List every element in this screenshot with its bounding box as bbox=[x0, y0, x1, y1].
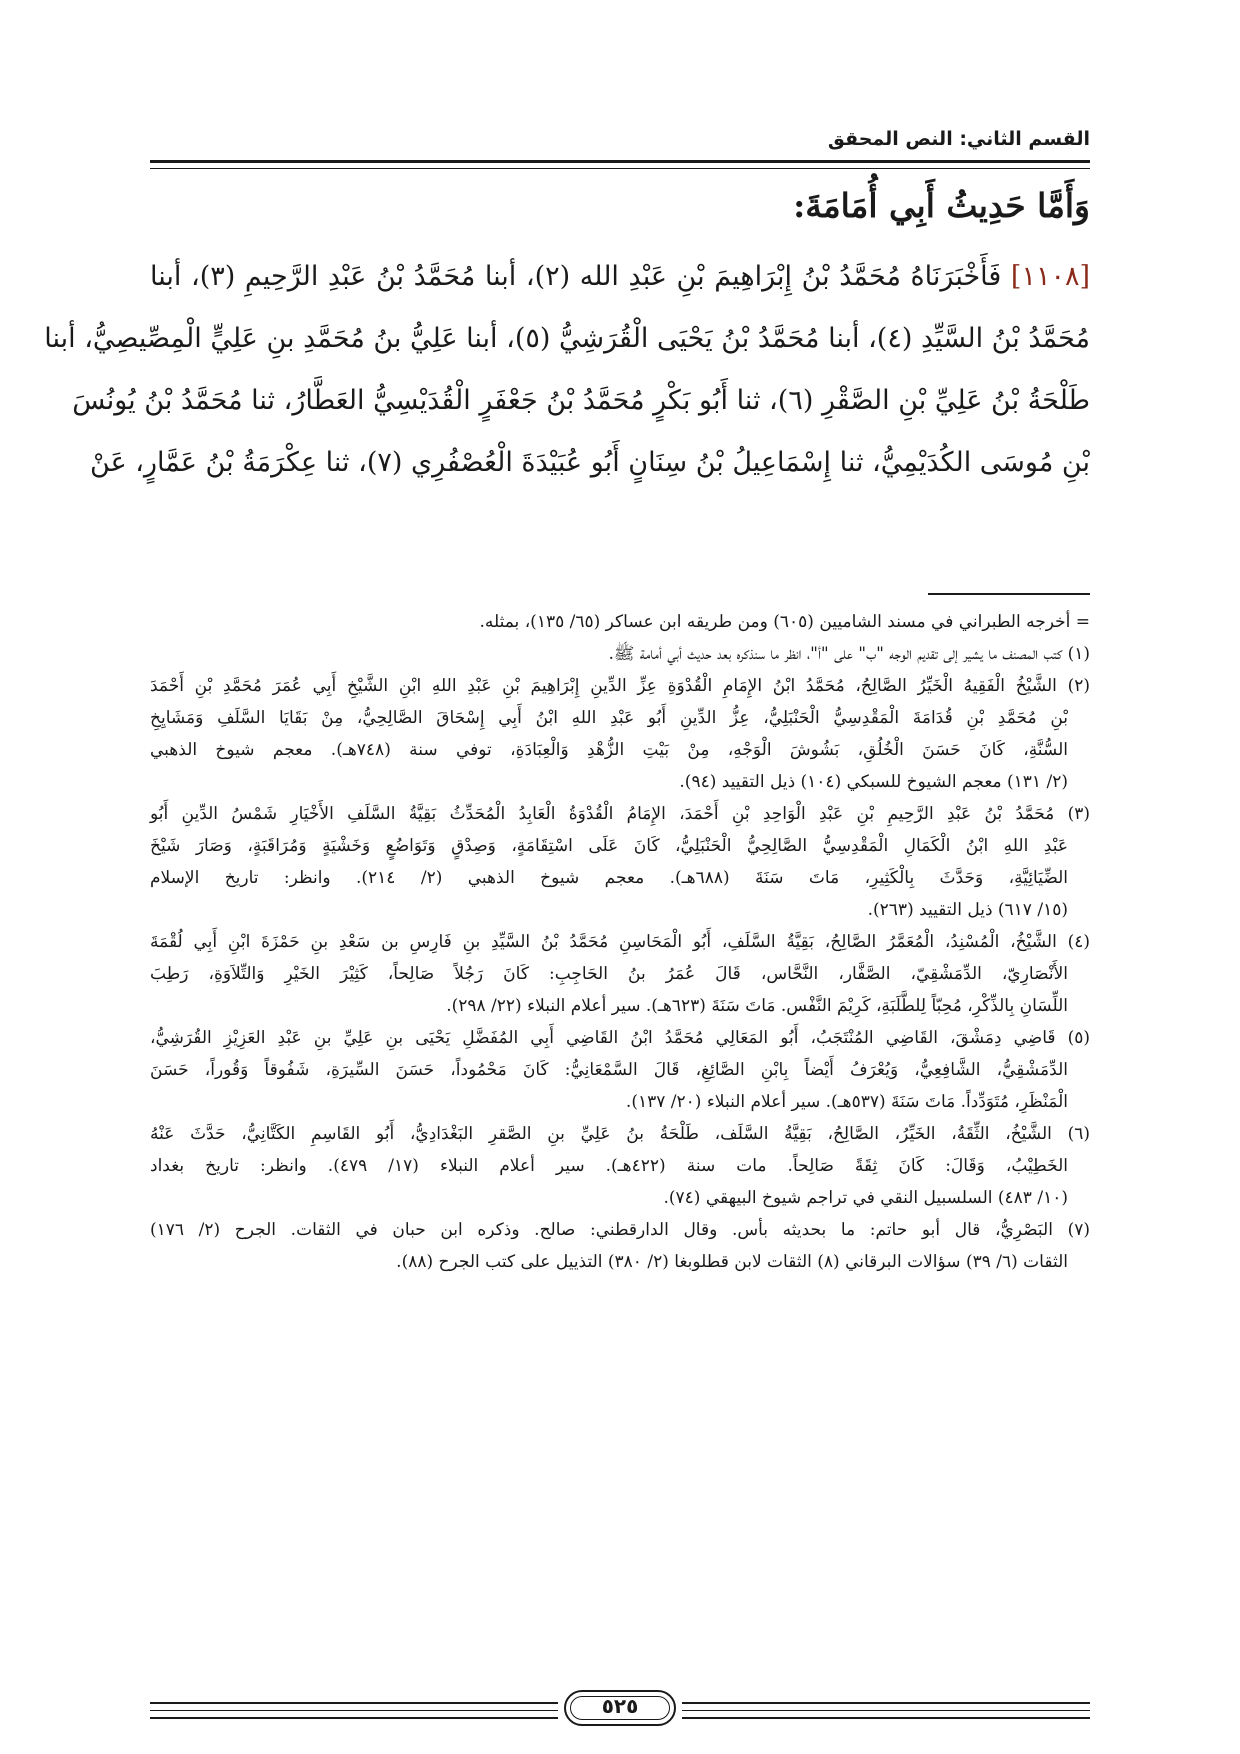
hadith-number: [١١٠٨] bbox=[1010, 261, 1090, 292]
footnote-continuation: = أخرجه الطبراني في مسند الشاميين (٦٠٥) ومن طريقه ابن عساكر (٦٥/ ١٣٥)، بمثله. bbox=[479, 612, 1090, 632]
footer-rule-right bbox=[682, 1702, 1090, 1704]
footnote-5-line: الْمَنْظَرِ، مُتَوَدِّداً. مَاتَ سَنَةَ (٥٣٧هـ). سير أعلام النبلاء (٢٠/ ١٣٧). bbox=[625, 1092, 1068, 1112]
footnote-2-line: (٢) الشَّيْخُ الْفَقِيهُ الْخَيِّرُ الصَّالِحُ، مُحَمَّدُ ابْنُ الإِمَامِ الْقُدْوَةِ عِزِّ الدِّينِ إِبْرَاهِيمَ بْنِ عَبْدِ اللهِ ابْنِ الشَّيْخِ أَبِي عُمَرَ مُحَمَّدِ بْنِ أَحْمَدَ bbox=[150, 676, 1090, 696]
running-header bbox=[150, 120, 1090, 154]
footer-rule-left bbox=[150, 1710, 558, 1711]
footnote-3-line: عَبْدِ اللهِ ابْنُ الْكَمَالِ الْمَقْدِسِيُّ الصَّالِحِيُّ الْحَنْبَلِيُّ، كَانَ عَلَى اسْتِقَامَةٍ، وَصِدْقٍ وَتَوَاضُعٍ وَخَشْيَةٍ وَمُرَاقَبَةٍ، وَصَارَ شَيْخَ bbox=[150, 836, 1068, 856]
page-number: ٥٢٥ bbox=[601, 1694, 639, 1718]
footnote-4-line: اللِّسَانِ بِالذِّكْرِ، مُحِبّاً لِلطَّلَبَةِ، كَرِيْمَ النَّفْس. مَاتَ سَنَةَ (٦٢٣هـ). سير أعلام النبلاء (٢٢/ ٢٩٨). bbox=[446, 996, 1068, 1016]
footnote-6-line: (١٠/ ٤٨٣) السلسبيل النقي في تراجم شيوخ البيهقي (٧٤). bbox=[663, 1188, 1068, 1208]
main-text-line: بْنِ مُوسَى الكُدَيْمِيُّ، ثنا إِسْمَاعِيلُ بْنُ سِنَانٍ أَبُو عُبَيْدَةَ الْعُصْفُرِي (٧)، ثنا عِكْرَمَةُ بْنُ عَمَّارٍ، عَنْ bbox=[90, 447, 1090, 478]
footnotes bbox=[150, 606, 1090, 1278]
footer-rule-right bbox=[682, 1717, 1090, 1719]
footnote-separator bbox=[928, 593, 1090, 595]
footnote-3-line: (٣) مُحَمَّدُ بْنُ عَبْدِ الرَّحِيمِ بْنِ عَبْدِ الْوَاحِدِ بْنِ أَحْمَدَ، الإِمَامُ الْقُدْوَةُ الْعَابِدُ الْمُحَدِّثُ بَقِيَّةُ السَّلَفِ الأَخْيَارِ شَمْسُ الدِّينِ أَبُو bbox=[150, 804, 1090, 824]
header-rule-thin bbox=[150, 168, 1090, 169]
footnote-6-line: (٦) الشَّيْخُ، الثِّقَةُ، الخَيِّرُ، الصَّالِحُ، بَقِيَّةُ السَّلَف، طَلْحَةُ بنُ عَلِيِّ بنِ الصَّقرِ البَغْدَادِيُّ، أَبُو القَاسِمِ الكَتَّانِيُّ، حَدَّثَ عَنْهُ bbox=[150, 1124, 1090, 1144]
footnote-2-line: (٢/ ١٣١) معجم الشيوخ للسبكي (١٠٤) ذيل التقييد (٩٤). bbox=[679, 772, 1068, 792]
page-footer bbox=[150, 1688, 1090, 1732]
main-text bbox=[44, 246, 1090, 494]
footnote-1: (١) كتب المصنف ما يشير إلى تقديم الوجه "ب" على "أ"، انظر ما سنذكره بعد حديث أبي أمامة ﷺ. bbox=[608, 644, 1090, 664]
running-header-text: القسم الثاني: النص المحقق bbox=[827, 128, 1090, 150]
header-rule bbox=[150, 160, 1090, 163]
footnote-2-line: بْنِ مُحَمَّدِ بْنِ قُدَامَةَ الْمَقْدِسِيُّ الْحَنْبَلِيُّ، عِزُّ الدِّينِ أَبُو عَبْدِ اللهِ ابْنُ أَبِي إِسْحَاقَ الصَّالِحِيُّ، مِنْ بَقَايَا السَّلَفِ وَمَشَايِخِ bbox=[150, 708, 1068, 728]
footnote-5-line: (٥) قَاضِي دِمَشْقَ، القَاضِي المُنْتَجَبُ، أَبُو المَعَالِي مُحَمَّدُ ابْنُ القَاضِي أَبِي المُفَضَّلِ يَحْيَى بنِ عَلِيِّ بنِ عَبْدِ العَزِيْزِ القُرَشِيُّ، bbox=[150, 1028, 1090, 1048]
footnote-6-line: الخَطِيْبُ، وَقَالَ: كَانَ ثِقَةً صَالِحاً. مات سنة (٤٢٢هـ). سير أعلام النبلاء (١٧/ ٤٧٩). وانظر: تاريخ بغداد bbox=[150, 1156, 1068, 1176]
footnote-7-line: الثقات (٦/ ٣٩) سؤالات البرقاني (٨) الثقات لابن قطلوبغا (٢/ ٣٨٠) التذييل على كتب الجرح (٨٨). bbox=[396, 1252, 1068, 1272]
footnote-4-line: (٤) الشَّيْخُ، الْمُسْنِدُ، الْمُعَمَّرُ الصَّالِحُ، بَقِيَّةُ السَّلَفِ، أَبُو الْمَحَاسِنِ مُحَمَّدُ بْنُ السَّيِّدِ بنِ فَارِسِ بن سَعْدِ بنِ حَمْزَةَ ابْنِ أَبِي لُقْمَةَ bbox=[150, 932, 1090, 952]
footer-rule-left bbox=[150, 1717, 558, 1719]
main-text-line: مُحَمَّدُ بْنُ السَّيِّدِ (٤)، أبنا مُحَمَّدُ بْنُ يَحْيَى الْقُرَشِيُّ (٥)، أبنا عَلِيُّ بنُ مُحَمَّدِ بنِ عَلِيٍّ الْمِصِّيصِيُّ، أبنا bbox=[44, 323, 1090, 354]
footnote-4-line: الأَنْصَارِيّ، الدِّمَشْقِيّ، الصَّفَّار، النَّحَّاس، قَالَ عُمَرُ بنُ الحَاجِبِ: كَانَ رَجُلاً صَالِحاً، كَثِيْرَ الخَيْرِ وَالتِّلاَوَةِ، رَطِبَ bbox=[150, 964, 1068, 984]
section-heading: وَأَمَّا حَدِيثُ أَبِي أُمَامَةَ: bbox=[793, 186, 1090, 225]
page-number-frame bbox=[564, 1690, 676, 1726]
main-text-line bbox=[150, 246, 1090, 308]
footnote-2-line: السُّنَّةِ، كَانَ حَسَنَ الْخُلُقِ، بَشُوشَ الْوَجْهِ، مِنْ بَيْتِ الزُّهْدِ وَالْعِبَادَةِ، توفي سنة (٧٤٨هـ). معجم شيوخ الذهبي bbox=[150, 740, 1069, 760]
footnote-7-line: (٧) البَصْرِيُّ، قال أبو حاتم: ما بحديثه بأس. وقال الدارقطني: صالح. وذكره ابن حبان في الثقات. الجرح (٢/ ١٧٦) bbox=[150, 1220, 1090, 1240]
main-text-line: طَلْحَةُ بْنُ عَلِيِّ بْنِ الصَّقْرِ (٦)، ثنا أَبُو بَكْرٍ مُحَمَّدُ بْنُ جَعْفَرٍ الْقُدَيْسِيُّ العَطَّارُ، ثنا مُحَمَّدُ بْنُ يُونُسَ bbox=[72, 385, 1090, 416]
footnote-3-line: (١٥/ ٦١٧) ذيل التقييد (٢٦٣). bbox=[867, 900, 1068, 920]
footnote-5-line: الدِّمَشْقِيُّ، الشَّافِعِيُّ، وَيُعْرَفُ أَيْضاً بِابْنِ الصَّائِغِ، قَالَ السَّمْعَانِيُّ: كَانَ مَحْمُوداً، حَسَنَ السِّيرَةِ، شَفُوقاً وَقُوراً، حَسَنَ bbox=[150, 1060, 1068, 1080]
footnote-3-line: الضِّيَائِيَّةِ، وَحَدَّثَ بِالْكَثِيرِ، مَاتَ سَنَةَ (٦٨٨هـ). معجم شيوخ الذهبي (٢/ ٢١٤). وانظر: تاريخ الإسلام bbox=[150, 868, 1068, 888]
footer-rule-right bbox=[682, 1710, 1090, 1711]
main-text-line-rest: فَأَخْبَرَنَاهُ مُحَمَّدُ بْنُ إِبْرَاهِيمَ بْنِ عَبْدِ الله (٢)، أبنا مُحَمَّدُ بْنُ عَبْدِ الرَّحِيمِ (٣)، أبنا bbox=[150, 261, 1011, 292]
footer-rule-left bbox=[150, 1702, 558, 1704]
